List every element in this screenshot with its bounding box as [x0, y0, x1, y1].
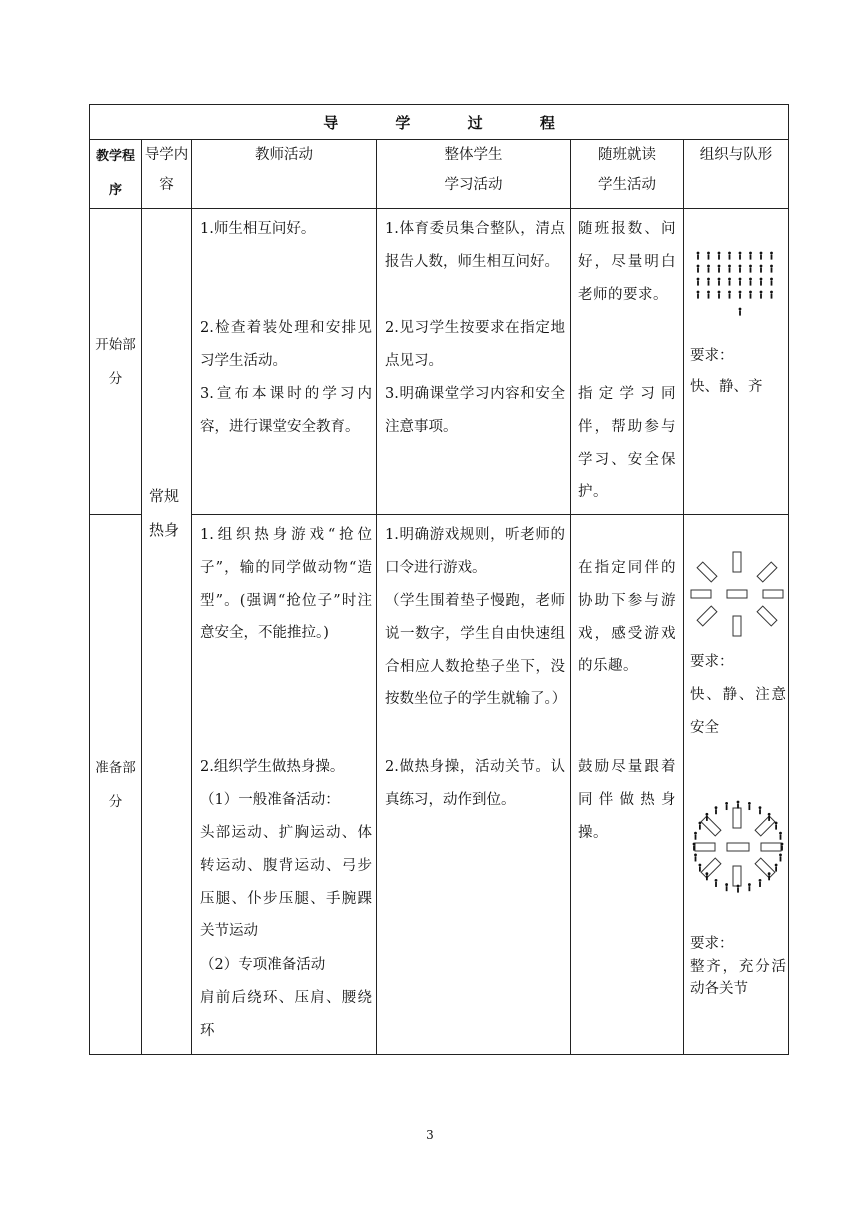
whole-item: 2.做热身操，活动关节。认真练习，动作到位。: [385, 759, 565, 808]
page-number: 3: [426, 1128, 434, 1142]
follow-activity-start: [571, 209, 684, 515]
formation-rows-icon: [692, 247, 778, 333]
org-requirement-label: 要求：: [690, 654, 734, 670]
teacher-item: 1.组织热身游戏“抢位子”，输的同学做动物“造型”。(强调“抢位子”时注意安全，不能推拉。): [200, 527, 372, 642]
whole-item: 1.体育委员集合整队，清点报告人数，师生相互问好。: [385, 221, 565, 270]
lesson-table: [89, 104, 789, 1055]
guide-content-text: 常规热身: [149, 487, 180, 539]
org-requirement-text: 快、静、齐: [690, 379, 763, 395]
organization-start: [684, 209, 789, 515]
header-program: 教学程序: [90, 140, 142, 209]
follow-item: 鼓励尽量跟着同伴做热身操。: [578, 759, 676, 841]
whole-item: （学生围着垫子慢跑，老师说一数字，学生自由快速组合相应人数抢垫子坐下，没按数坐位子的学生就输了。）: [385, 593, 567, 708]
header-teacher: 教师活动: [192, 140, 377, 209]
teacher-item: 头部运动、扩胸运动、体转运动、腹背运动、弓步压腿、仆步压腿、手腕踝关节运动: [200, 825, 372, 940]
teacher-item: 2.组织学生做热身操。: [200, 759, 345, 775]
section-name-prep: 准备部分: [90, 515, 142, 1055]
follow-item: 随班报数、问好，尽量明白老师的要求。: [578, 221, 676, 303]
follow-activity-prep: [571, 515, 684, 1055]
section-name-start: 开始部分: [90, 209, 142, 515]
teacher-item: 3.宣布本课时的学习内容，进行课堂安全教育。: [200, 386, 372, 435]
header-organization: 组织与队形: [684, 140, 789, 209]
whole-item: 1.明确游戏规则，听老师的口令进行游戏。: [385, 527, 565, 576]
follow-item: 在指定同伴的协助下参与游戏，感受游戏的乐趣。: [578, 560, 676, 675]
teacher-item: （2）专项准备活动: [200, 957, 326, 973]
header-whole-student: 整体学生 学习活动: [377, 140, 571, 209]
circle-formation-icon: [689, 798, 787, 896]
org-requirement-text: 快、静、注意安全: [690, 687, 786, 736]
follow-item: 指定学习同伴，帮助参与学习、安全保护。: [578, 386, 676, 501]
teacher-item: 2.检查着装处理和安排见习学生活动。: [200, 320, 372, 369]
teacher-item: 肩前后绕环、压肩、腰绕环: [200, 990, 372, 1039]
whole-item: 2.见习学生按要求在指定地点见习。: [385, 320, 565, 369]
org-requirement-label: 要求：: [690, 348, 734, 364]
guide-content-cell: [142, 209, 192, 1055]
whole-item: 3.明确课堂学习内容和安全注意事项。: [385, 386, 565, 435]
teacher-activity-start: [192, 209, 377, 515]
mats-radial-icon: [689, 548, 785, 640]
organization-prep: [684, 515, 789, 1055]
org-requirement-label: 要求：: [690, 936, 734, 952]
whole-activity-start: [377, 209, 571, 515]
org-requirement-text: 整齐，充分活动各关节: [690, 959, 786, 997]
whole-activity-prep: [377, 515, 571, 1055]
teacher-activity-prep: [192, 515, 377, 1055]
header-follow-student: 随班就读 学生活动: [571, 140, 684, 209]
teacher-item: 1.师生相互问好。: [200, 221, 316, 237]
teacher-item: （1）一般准备活动：: [200, 792, 340, 808]
header-guide-content: 导学内容: [142, 140, 192, 209]
table-title: 导 学 过 程: [90, 105, 789, 140]
